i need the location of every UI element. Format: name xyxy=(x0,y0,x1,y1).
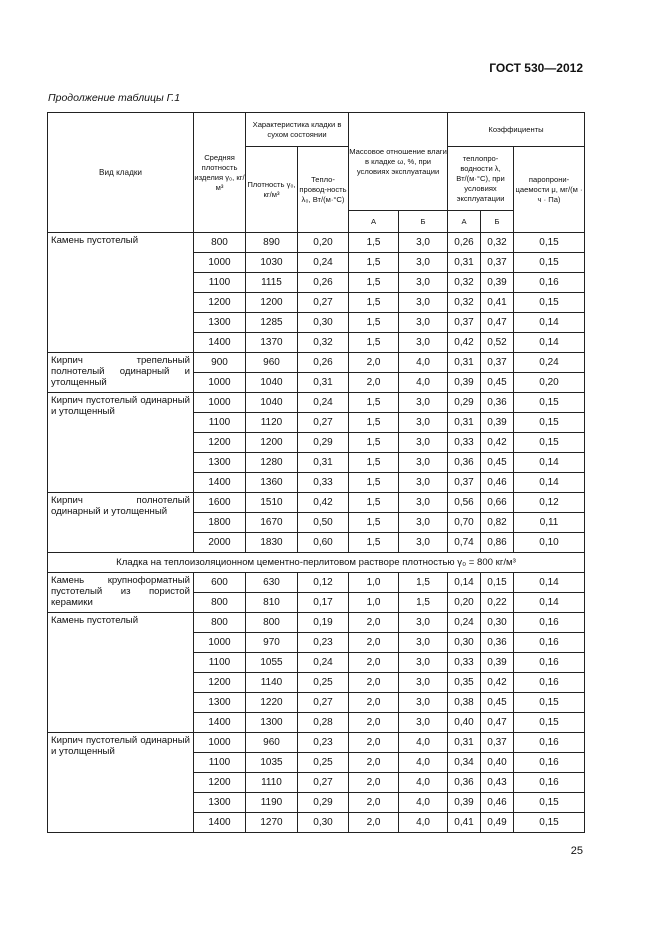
value-cell: 0,15 xyxy=(514,413,585,433)
value-cell: 1400 xyxy=(194,813,246,833)
value-cell: 1300 xyxy=(194,793,246,813)
value-cell: 4,0 xyxy=(399,793,448,813)
value-cell: 0,17 xyxy=(298,593,349,613)
value-cell: 1,5 xyxy=(399,573,448,593)
value-cell: 0,15 xyxy=(481,573,514,593)
value-cell: 3,0 xyxy=(399,313,448,333)
value-cell: 3,0 xyxy=(399,393,448,413)
value-cell: 0,29 xyxy=(448,393,481,413)
value-cell: 1115 xyxy=(246,273,298,293)
value-cell: 0,24 xyxy=(514,353,585,373)
value-cell: 2,0 xyxy=(349,633,399,653)
value-cell: 0,43 xyxy=(481,773,514,793)
value-cell: 3,0 xyxy=(399,713,448,733)
page-number: 25 xyxy=(570,845,583,857)
value-cell: 0,15 xyxy=(514,433,585,453)
value-cell: 0,30 xyxy=(448,633,481,653)
value-cell: 900 xyxy=(194,353,246,373)
table-row xyxy=(48,733,585,753)
value-cell: 0,23 xyxy=(298,633,349,653)
value-cell: 0,37 xyxy=(481,353,514,373)
value-cell: 0,39 xyxy=(481,273,514,293)
header-cond-b: Б xyxy=(481,211,514,233)
value-cell: 600 xyxy=(194,573,246,593)
value-cell: 2,0 xyxy=(349,713,399,733)
value-cell: 4,0 xyxy=(399,733,448,753)
value-cell: 0,10 xyxy=(514,533,585,553)
header-vapor: паропрони-цаемости μ, мг/(м · ч · Па) xyxy=(514,147,585,233)
value-cell: 0,32 xyxy=(448,273,481,293)
value-cell: 0,15 xyxy=(514,713,585,733)
value-cell: 2,0 xyxy=(349,693,399,713)
value-cell: 0,36 xyxy=(481,393,514,413)
value-cell: 1300 xyxy=(194,453,246,473)
value-cell: 1285 xyxy=(246,313,298,333)
value-cell: 0,36 xyxy=(448,453,481,473)
value-cell: 0,14 xyxy=(514,333,585,353)
value-cell: 0,41 xyxy=(448,813,481,833)
value-cell: 1,5 xyxy=(349,453,399,473)
value-cell: 0,86 xyxy=(481,533,514,553)
value-cell: 0,34 xyxy=(448,753,481,773)
value-cell: 0,28 xyxy=(298,713,349,733)
value-cell: 0,25 xyxy=(298,673,349,693)
value-cell: 0,82 xyxy=(481,513,514,533)
value-cell: 0,24 xyxy=(298,653,349,673)
value-cell: 1100 xyxy=(194,273,246,293)
value-cell: 0,14 xyxy=(514,573,585,593)
value-cell: 1,0 xyxy=(349,573,399,593)
value-cell: 2,0 xyxy=(349,673,399,693)
value-cell: 0,20 xyxy=(514,373,585,393)
value-cell: 1,5 xyxy=(349,513,399,533)
value-cell: 3,0 xyxy=(399,613,448,633)
value-cell: 0,31 xyxy=(448,733,481,753)
value-cell: 0,37 xyxy=(481,253,514,273)
value-cell: 0,30 xyxy=(298,813,349,833)
value-cell: 1040 xyxy=(246,373,298,393)
value-cell: 0,36 xyxy=(448,773,481,793)
value-cell: 1830 xyxy=(246,533,298,553)
value-cell: 630 xyxy=(246,573,298,593)
value-cell: 960 xyxy=(246,353,298,373)
value-cell: 3,0 xyxy=(399,633,448,653)
table-row xyxy=(48,353,585,373)
kind-cell: Камень крупноформатный пустотелый из пористой керамики xyxy=(48,573,194,613)
value-cell: 3,0 xyxy=(399,513,448,533)
value-cell: 0,16 xyxy=(514,653,585,673)
value-cell: 0,16 xyxy=(514,613,585,633)
value-cell: 1100 xyxy=(194,753,246,773)
value-cell: 0,16 xyxy=(514,773,585,793)
value-cell: 0,15 xyxy=(514,293,585,313)
value-cell: 3,0 xyxy=(399,293,448,313)
value-cell: 1,5 xyxy=(349,393,399,413)
value-cell: 1,5 xyxy=(349,433,399,453)
table-row xyxy=(48,613,585,633)
value-cell: 3,0 xyxy=(399,673,448,693)
value-cell: 2,0 xyxy=(349,753,399,773)
section-title: Кладка на теплоизоляционном цементно-перлитовом растворе плотностью γ₀ = 800 кг/м³ xyxy=(48,553,585,573)
value-cell: 1220 xyxy=(246,693,298,713)
value-cell: 1270 xyxy=(246,813,298,833)
value-cell: 2000 xyxy=(194,533,246,553)
value-cell: 0,46 xyxy=(481,473,514,493)
value-cell: 0,31 xyxy=(448,413,481,433)
value-cell: 0,42 xyxy=(298,493,349,513)
header-conductivity-dry: Тепло-провод-ность λ₀, Вт/(м·°С) xyxy=(298,147,349,233)
value-cell: 1,5 xyxy=(349,333,399,353)
value-cell: 0,36 xyxy=(481,633,514,653)
value-cell: 0,31 xyxy=(298,373,349,393)
value-cell: 0,47 xyxy=(481,713,514,733)
value-cell: 1400 xyxy=(194,713,246,733)
value-cell: 0,39 xyxy=(448,793,481,813)
value-cell: 1400 xyxy=(194,473,246,493)
value-cell: 1300 xyxy=(194,693,246,713)
value-cell: 3,0 xyxy=(399,413,448,433)
value-cell: 1055 xyxy=(246,653,298,673)
value-cell: 2,0 xyxy=(349,373,399,393)
value-cell: 1,5 xyxy=(399,593,448,613)
value-cell: 0,12 xyxy=(514,493,585,513)
value-cell: 0,39 xyxy=(448,373,481,393)
value-cell: 2,0 xyxy=(349,793,399,813)
value-cell: 0,20 xyxy=(448,593,481,613)
value-cell: 3,0 xyxy=(399,693,448,713)
value-cell: 0,32 xyxy=(481,233,514,253)
value-cell: 1,5 xyxy=(349,253,399,273)
value-cell: 0,16 xyxy=(514,273,585,293)
value-cell: 1000 xyxy=(194,253,246,273)
value-cell: 0,52 xyxy=(481,333,514,353)
kind-cell: Кирпич полнотелый одинарный и утолщенный xyxy=(48,493,194,553)
kind-cell: Кирпич трепельный полнотелый одинарный и утолщенный xyxy=(48,353,194,393)
value-cell: 0,42 xyxy=(448,333,481,353)
value-cell: 2,0 xyxy=(349,733,399,753)
value-cell: 970 xyxy=(246,633,298,653)
value-cell: 0,50 xyxy=(298,513,349,533)
value-cell: 0,16 xyxy=(514,633,585,653)
value-cell: 1100 xyxy=(194,653,246,673)
kind-cell: Кирпич пустотелый одинарный и утолщенный xyxy=(48,733,194,833)
value-cell: 1300 xyxy=(194,313,246,333)
value-cell: 1,5 xyxy=(349,473,399,493)
value-cell: 0,33 xyxy=(298,473,349,493)
value-cell: 0,29 xyxy=(298,793,349,813)
standard-designation: ГОСТ 530—2012 xyxy=(489,61,583,75)
value-cell: 0,49 xyxy=(481,813,514,833)
value-cell: 0,42 xyxy=(481,433,514,453)
value-cell: 0,26 xyxy=(298,353,349,373)
value-cell: 0,23 xyxy=(298,733,349,753)
table-body-bottom xyxy=(48,573,585,833)
value-cell: 1670 xyxy=(246,513,298,533)
table-row xyxy=(48,393,585,413)
value-cell: 0,16 xyxy=(514,733,585,753)
value-cell: 0,47 xyxy=(481,313,514,333)
value-cell: 0,33 xyxy=(448,433,481,453)
value-cell: 0,14 xyxy=(514,453,585,473)
value-cell: 1,5 xyxy=(349,273,399,293)
kind-cell: Кирпич пустотелый одинарный и утолщенный xyxy=(48,393,194,493)
header-dry-group: Характеристика кладки в сухом состоянии xyxy=(246,113,349,147)
header-cond-a: А xyxy=(448,211,481,233)
value-cell: 0,11 xyxy=(514,513,585,533)
value-cell: 0,37 xyxy=(481,733,514,753)
kind-cell: Камень пустотелый xyxy=(48,613,194,733)
value-cell: 0,15 xyxy=(514,233,585,253)
header-density-avg: Средняя плотность изделия γ₀, кг/м³ xyxy=(194,113,246,233)
value-cell: 0,24 xyxy=(448,613,481,633)
value-cell: 1800 xyxy=(194,513,246,533)
value-cell: 1400 xyxy=(194,333,246,353)
value-cell: 3,0 xyxy=(399,253,448,273)
value-cell: 0,45 xyxy=(481,453,514,473)
value-cell: 0,41 xyxy=(481,293,514,313)
value-cell: 0,31 xyxy=(448,253,481,273)
value-cell: 0,14 xyxy=(514,473,585,493)
header-kind: Вид кладки xyxy=(48,113,194,233)
value-cell: 1140 xyxy=(246,673,298,693)
value-cell: 890 xyxy=(246,233,298,253)
value-cell: 0,35 xyxy=(448,673,481,693)
value-cell: 3,0 xyxy=(399,473,448,493)
value-cell: 1200 xyxy=(194,773,246,793)
value-cell: 0,27 xyxy=(298,693,349,713)
value-cell: 810 xyxy=(246,593,298,613)
value-cell: 0,31 xyxy=(448,353,481,373)
value-cell: 1190 xyxy=(246,793,298,813)
value-cell: 0,27 xyxy=(298,773,349,793)
value-cell: 0,20 xyxy=(298,233,349,253)
value-cell: 0,16 xyxy=(514,753,585,773)
header-moisture-a: А xyxy=(349,211,399,233)
value-cell: 0,39 xyxy=(481,413,514,433)
value-cell: 1,5 xyxy=(349,493,399,513)
value-cell: 0,24 xyxy=(298,253,349,273)
header-moisture-group: Массовое отношение влаги в кладке ω, %, при условиях эксплуатации xyxy=(349,113,448,211)
value-cell: 1510 xyxy=(246,493,298,513)
value-cell: 0,30 xyxy=(298,313,349,333)
table-row xyxy=(48,573,585,593)
value-cell: 0,45 xyxy=(481,693,514,713)
value-cell: 0,32 xyxy=(298,333,349,353)
value-cell: 1000 xyxy=(194,393,246,413)
value-cell: 4,0 xyxy=(399,773,448,793)
value-cell: 4,0 xyxy=(399,373,448,393)
value-cell: 1600 xyxy=(194,493,246,513)
value-cell: 0,32 xyxy=(448,293,481,313)
value-cell: 1370 xyxy=(246,333,298,353)
value-cell: 1,0 xyxy=(349,593,399,613)
value-cell: 1040 xyxy=(246,393,298,413)
value-cell: 0,46 xyxy=(481,793,514,813)
value-cell: 1000 xyxy=(194,633,246,653)
value-cell: 0,40 xyxy=(481,753,514,773)
value-cell: 800 xyxy=(194,613,246,633)
value-cell: 3,0 xyxy=(399,493,448,513)
table-row xyxy=(48,233,585,253)
value-cell: 0,27 xyxy=(298,413,349,433)
value-cell: 0,29 xyxy=(298,433,349,453)
value-cell: 0,42 xyxy=(481,673,514,693)
value-cell: 2,0 xyxy=(349,773,399,793)
value-cell: 1035 xyxy=(246,753,298,773)
value-cell: 1030 xyxy=(246,253,298,273)
value-cell: 3,0 xyxy=(399,333,448,353)
value-cell: 0,15 xyxy=(514,813,585,833)
value-cell: 0,33 xyxy=(448,653,481,673)
value-cell: 1100 xyxy=(194,413,246,433)
value-cell: 1110 xyxy=(246,773,298,793)
value-cell: 0,26 xyxy=(298,273,349,293)
value-cell: 0,27 xyxy=(298,293,349,313)
value-cell: 1000 xyxy=(194,733,246,753)
value-cell: 0,39 xyxy=(481,653,514,673)
value-cell: 1200 xyxy=(194,673,246,693)
value-cell: 0,31 xyxy=(298,453,349,473)
value-cell: 1300 xyxy=(246,713,298,733)
value-cell: 0,16 xyxy=(514,673,585,693)
value-cell: 0,37 xyxy=(448,473,481,493)
value-cell: 0,45 xyxy=(481,373,514,393)
value-cell: 0,66 xyxy=(481,493,514,513)
value-cell: 1200 xyxy=(194,293,246,313)
value-cell: 3,0 xyxy=(399,273,448,293)
value-cell: 2,0 xyxy=(349,613,399,633)
header-conductivity-op: теплопро-водности λ, Вт/(м·°С), при условиях эксплуатации xyxy=(448,147,514,211)
value-cell: 0,14 xyxy=(514,313,585,333)
value-cell: 3,0 xyxy=(399,653,448,673)
value-cell: 0,14 xyxy=(448,573,481,593)
value-cell: 800 xyxy=(194,593,246,613)
table-caption: Продолжение таблицы Г.1 xyxy=(48,92,181,104)
value-cell: 1200 xyxy=(194,433,246,453)
value-cell: 1,5 xyxy=(349,233,399,253)
value-cell: 1280 xyxy=(246,453,298,473)
value-cell: 0,60 xyxy=(298,533,349,553)
header-moisture-b: Б xyxy=(399,211,448,233)
value-cell: 800 xyxy=(194,233,246,253)
value-cell: 1360 xyxy=(246,473,298,493)
value-cell: 1000 xyxy=(194,373,246,393)
value-cell: 2,0 xyxy=(349,353,399,373)
value-cell: 0,37 xyxy=(448,313,481,333)
table-row xyxy=(48,493,585,513)
value-cell: 960 xyxy=(246,733,298,753)
value-cell: 0,70 xyxy=(448,513,481,533)
value-cell: 4,0 xyxy=(399,813,448,833)
value-cell: 0,15 xyxy=(514,793,585,813)
value-cell: 0,15 xyxy=(514,693,585,713)
properties-table xyxy=(47,112,585,833)
value-cell: 1120 xyxy=(246,413,298,433)
value-cell: 0,12 xyxy=(298,573,349,593)
value-cell: 0,24 xyxy=(298,393,349,413)
value-cell: 0,14 xyxy=(514,593,585,613)
value-cell: 2,0 xyxy=(349,653,399,673)
value-cell: 1,5 xyxy=(349,313,399,333)
value-cell: 3,0 xyxy=(399,233,448,253)
value-cell: 1200 xyxy=(246,293,298,313)
value-cell: 3,0 xyxy=(399,433,448,453)
value-cell: 2,0 xyxy=(349,813,399,833)
value-cell: 0,30 xyxy=(481,613,514,633)
value-cell: 1200 xyxy=(246,433,298,453)
value-cell: 1,5 xyxy=(349,413,399,433)
value-cell: 0,56 xyxy=(448,493,481,513)
value-cell: 1,5 xyxy=(349,293,399,313)
header-density: Плотность γ₀, кг/м³ xyxy=(246,147,298,233)
value-cell: 4,0 xyxy=(399,353,448,373)
value-cell: 3,0 xyxy=(399,533,448,553)
value-cell: 0,25 xyxy=(298,753,349,773)
header-coeff-group: Коэффициенты xyxy=(448,113,585,147)
table-body-top xyxy=(48,233,585,553)
section-row xyxy=(48,553,585,573)
value-cell: 0,15 xyxy=(514,393,585,413)
value-cell: 4,0 xyxy=(399,753,448,773)
value-cell: 0,19 xyxy=(298,613,349,633)
value-cell: 0,26 xyxy=(448,233,481,253)
value-cell: 1,5 xyxy=(349,533,399,553)
value-cell: 0,15 xyxy=(514,253,585,273)
value-cell: 0,74 xyxy=(448,533,481,553)
value-cell: 0,38 xyxy=(448,693,481,713)
value-cell: 0,22 xyxy=(481,593,514,613)
value-cell: 0,40 xyxy=(448,713,481,733)
value-cell: 3,0 xyxy=(399,453,448,473)
kind-cell: Камень пустотелый xyxy=(48,233,194,353)
value-cell: 800 xyxy=(246,613,298,633)
